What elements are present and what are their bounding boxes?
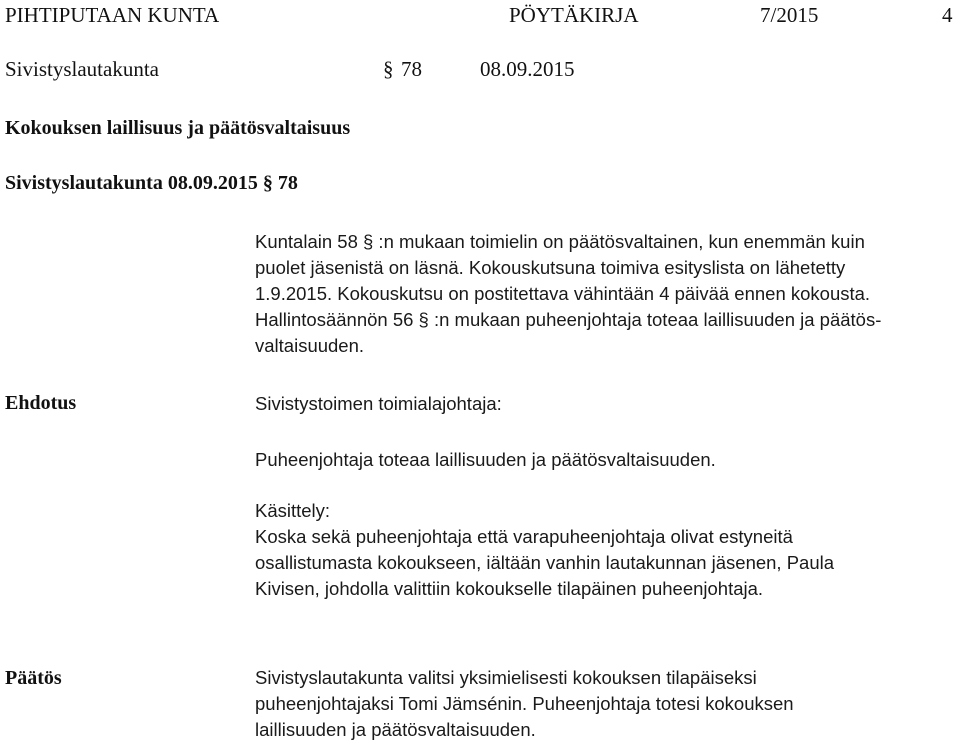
background-line: puolet jäsenistä on läsnä. Kokouskutsuna toimiva esityslista on lähetetty bbox=[255, 257, 846, 278]
proposal-label: Ehdotus bbox=[5, 392, 77, 414]
handling-heading: Käsittely: bbox=[255, 500, 331, 521]
handling-line: Kivisen, johdolla valittiin kokoukselle tilapäinen puheenjohtaja. bbox=[255, 578, 764, 599]
document-type: PÖYTÄKIRJA bbox=[509, 3, 639, 27]
document-number: 7/2015 bbox=[760, 3, 819, 27]
background-line: 1.9.2015. Kokouskutsu on postitettava vähintään 4 päivää ennen kokousta. bbox=[255, 283, 871, 304]
decision-line: laillisuuden ja päätösvaltaisuuden. bbox=[255, 719, 536, 740]
proposal-text: Puheenjohtaja toteaa laillisuuden ja päätösvaltaisuuden. bbox=[255, 449, 716, 470]
item-title: Kokouksen laillisuus ja päätösvaltaisuus bbox=[5, 117, 351, 139]
proposal-proposer: Sivistystoimen toimialajohtaja: bbox=[255, 393, 502, 414]
decision-label: Päätös bbox=[5, 667, 62, 689]
background-line: valtaisuuden. bbox=[255, 335, 365, 356]
meeting-date: 08.09.2015 bbox=[480, 57, 575, 81]
municipality-name: PIHTIPUTAAN KUNTA bbox=[5, 3, 220, 27]
section-number: 78 bbox=[401, 57, 422, 81]
page-number: 4 bbox=[942, 3, 953, 27]
background-line: Kuntalain 58 § :n mukaan toimielin on päätösvaltainen, kun enemmän kuin bbox=[255, 231, 865, 252]
decision-paragraph bbox=[255, 665, 794, 743]
background-line: Hallintosäännön 56 § :n mukaan puheenjohtaja toteaa laillisuuden ja päätös- bbox=[255, 309, 882, 330]
decision-line: Sivistyslautakunta valitsi yksimielisesti kokouksen tilapäiseksi bbox=[255, 667, 757, 688]
section-symbol: § bbox=[383, 57, 394, 81]
handling-line: Koska sekä puheenjohtaja että varapuheenjohtaja olivat estyneitä bbox=[255, 526, 793, 547]
background-paragraph bbox=[255, 229, 881, 359]
handling-section bbox=[255, 498, 834, 602]
item-reference: Sivistyslautakunta 08.09.2015 § 78 bbox=[5, 172, 298, 194]
meeting-body: Sivistyslautakunta bbox=[5, 57, 159, 81]
decision-line: puheenjohtajaksi Tomi Jämsénin. Puheenjohtaja totesi kokouksen bbox=[255, 693, 794, 714]
handling-line: osallistumasta kokoukseen, iältään vanhin lautakunnan jäsenen, Paula bbox=[255, 552, 835, 573]
